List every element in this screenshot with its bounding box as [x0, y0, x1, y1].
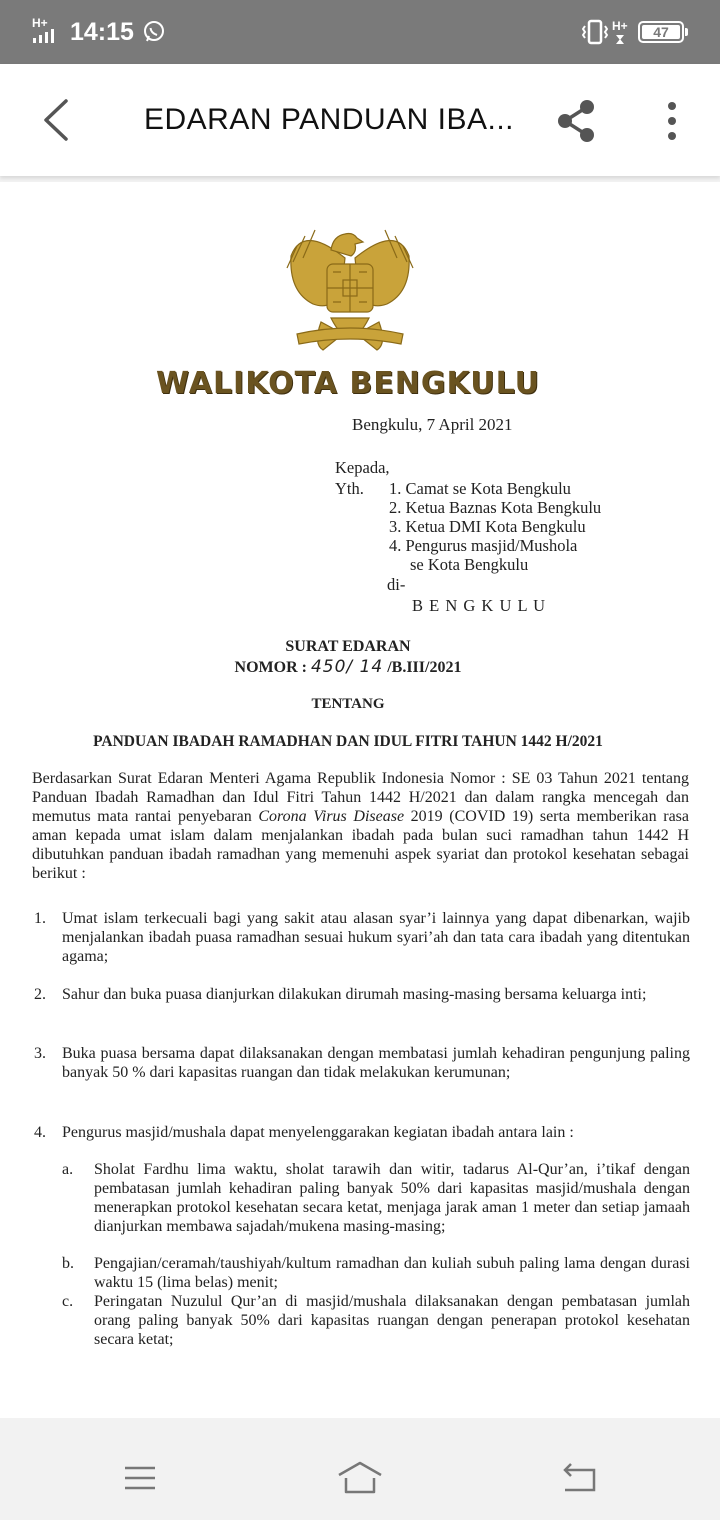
sublist-letter: b.	[62, 1255, 74, 1272]
list-number: 4.	[34, 1124, 46, 1141]
sublist-letter: a.	[62, 1161, 74, 1178]
battery-level: 47	[653, 24, 669, 40]
recipient-2: 2. Ketua Baznas Kota Bengkulu	[389, 498, 602, 517]
clock: 14:15	[70, 18, 134, 46]
nomor-label: NOMOR :	[234, 659, 307, 676]
sublist-text: Pengajian/ceramah/taushiyah/kultum ramadhan dan kuliah subuh paling lama dengan durasi waktu 15 (lima belas) menit;	[94, 1255, 690, 1291]
document-title: EDARAN PANDUAN IBA...	[144, 103, 515, 136]
home-icon[interactable]	[336, 1460, 384, 1496]
list-text: Sahur dan buka puasa dianjurkan dilakukan dirumah masing-masing bersama keluarga inti;	[62, 986, 647, 1003]
recipient-1: 1. Camat se Kota Bengkulu	[389, 479, 571, 498]
menu-icon[interactable]	[122, 1460, 158, 1496]
recipient-4-continued: se Kota Bengkulu	[410, 555, 529, 574]
list-number: 1.	[34, 910, 46, 927]
yth-label: Yth.	[335, 479, 364, 498]
list-text: Umat islam terkecuali bagi yang sakit atau alasan syar’i lainnya yang dapat dibenarkan, wajib menjalankan ibadah puasa ramadhan sesuai hukum syari’ah dan tata cara ibadah yang ditentukan agama;	[62, 910, 690, 965]
document-page[interactable]	[0, 182, 720, 1418]
whatsapp-icon	[142, 20, 166, 44]
letter-date: Bengkulu, 7 April 2021	[352, 415, 513, 434]
sublist-letter: c.	[62, 1293, 74, 1310]
garuda-emblem	[283, 222, 417, 356]
signal-icon	[32, 16, 62, 46]
mobile-data-icon	[612, 18, 634, 46]
network-type-label: H+	[32, 16, 48, 30]
sublist-text: Sholat Fardhu lima waktu, sholat tarawih dan witir, tadarus Al-Qur’an, i’tikaf dengan pembatasan jumlah kehadiran paling banyak 50% dari kapasitas masjid/mushala dengan menerapkan protokol kesehatan secara ketat, menjaga jarak aman 1 meter dan setiap jamaah dianjurkan membawa sajadah/mukena masing-masing;	[94, 1161, 690, 1235]
di-label: di-	[387, 575, 406, 594]
surat-edaran-title	[0, 638, 696, 656]
subject-heading: PANDUAN IBADAH RAMADHAN DAN IDUL FITRI TAHUN 1442 H/2021	[93, 733, 603, 750]
list-text: Pengurus masjid/mushala dapat menyelenggarakan kegiatan ibadah antara lain :	[62, 1124, 574, 1141]
sublist-text: Peringatan Nuzulul Qur’an di masjid/mushala dilaksanakan dengan pembatasan jumlah orang paling banyak 50% dari kapasitas ruangan dengan penerapan protokol kesehatan secara ketat;	[94, 1293, 690, 1348]
status-bar	[0, 0, 720, 64]
recipient-4: 4. Pengurus masjid/Mushola	[389, 536, 578, 555]
network-type-label-2: H+	[612, 19, 628, 33]
list-text: Buka puasa bersama dapat dilaksanakan dengan membatasi jumlah kehadiran pengunjung paling banyak 50 % dari kapasitas ruangan dan tidak melakukan kerumunan;	[62, 1045, 690, 1081]
back-arrow-icon[interactable]	[34, 97, 80, 143]
intro-text-1: Berdasarkan Surat Edaran Menteri Agama Republik Indonesia Nomor : SE 03 Tahun 2021 tentang Panduan Ibadah Ramadhan dan Idul Fitri Tahun 1442 H/2021 dan dalam rangka mencegah dan memutus mata rantai penyebaran	[32, 770, 689, 825]
list-number: 2.	[34, 986, 46, 1003]
list-number: 3.	[34, 1045, 46, 1062]
more-vert-icon[interactable]	[654, 97, 690, 145]
nomor-handwritten: 450/ 14	[310, 657, 384, 677]
share-icon[interactable]	[552, 97, 600, 145]
issuer-heading: WALIKOTA BENGKULU	[155, 366, 541, 401]
recipient-3: 3. Ketua DMI Kota Bengkulu	[389, 517, 586, 536]
battery-icon	[638, 21, 684, 43]
nomor-line	[0, 657, 696, 677]
back-nav-icon[interactable]	[560, 1460, 598, 1496]
addressee-label: Kepada,	[335, 458, 390, 477]
app-bar	[0, 64, 720, 176]
nomor-suffix: /B.III/2021	[387, 659, 462, 676]
city-label: B E N G K U L U	[412, 596, 547, 615]
tentang-heading: TENTANG	[311, 696, 385, 712]
surat-edaran-text: SURAT EDARAN	[285, 638, 411, 655]
intro-text-2: 2019 (COVID 19) serta memberikan rasa aman kepada umat islam dalam menjalankan ibadah pada bulan suci ramadhan tahun 1442 H dibutuhkan panduan ibadah ramadhan yang memenuhi aspek syariat dan protokol kesehatan sebagai berikut :	[32, 808, 690, 882]
intro-paragraph	[32, 769, 689, 883]
vibrate-icon	[582, 18, 608, 46]
system-nav-bar	[0, 1438, 720, 1520]
intro-italic: Corona Virus Disease	[258, 808, 405, 825]
